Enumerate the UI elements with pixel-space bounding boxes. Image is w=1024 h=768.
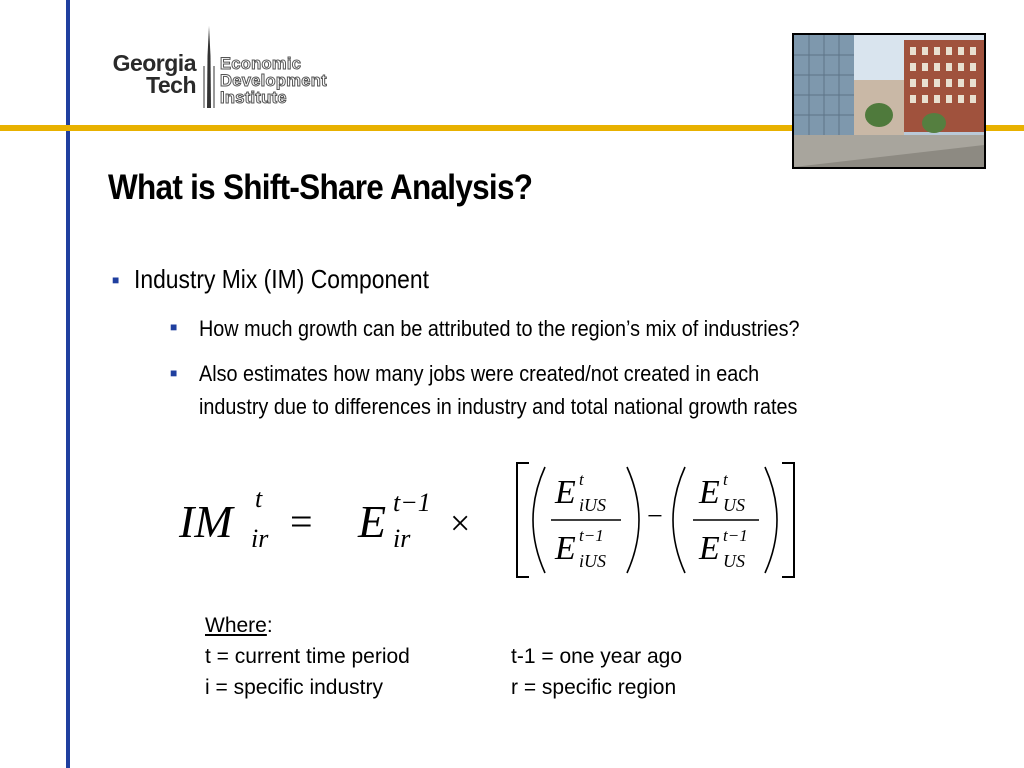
sub-bullet-jobs-line1: Also estimates how many jobs were created/not created in each	[199, 361, 760, 386]
frac1-den-sub: iUS	[579, 551, 606, 571]
svg-text:E: E	[699, 474, 720, 511]
slide-title: What is Shift-Share Analysis?	[108, 168, 533, 207]
formula-e-ir-sup: t−1	[393, 488, 431, 517]
industry-mix-formula	[175, 455, 805, 585]
legend-r: r = specific region	[511, 676, 677, 699]
formula-e-ir: E	[358, 496, 387, 547]
formula-im-sup: t	[255, 484, 263, 513]
formula-e-ir-sub: ir	[393, 524, 411, 553]
left-accent-line	[66, 0, 70, 768]
legend-t-1: t-1 = one year ago	[511, 645, 683, 668]
legend-t: t = current time period	[205, 645, 410, 668]
bullet-square-icon: ■	[170, 366, 178, 380]
frac1-den-sup: t−1	[579, 526, 604, 545]
bullet-square-icon: ■	[112, 273, 120, 287]
bullet-industry-mix: Industry Mix (IM) Component	[134, 264, 429, 294]
tech-tower-icon	[200, 26, 218, 110]
frac1-num-sub: iUS	[579, 495, 606, 515]
frac1-num-sup: t	[579, 470, 584, 489]
where-label: Where	[205, 614, 267, 637]
georgia-tech-edi-logo	[86, 26, 376, 116]
frac2-den-sub: US	[723, 551, 745, 571]
frac2-num-sub: US	[723, 495, 745, 515]
formula-im-sub: ir	[251, 524, 269, 553]
sub-bullet-growth: How much growth can be attributed to the region’s mix of industries?	[199, 316, 800, 341]
bullet-square-icon: ■	[170, 320, 178, 334]
legend-i: i = specific industry	[205, 676, 383, 699]
frac2-den-sup: t−1	[723, 526, 748, 545]
svg-text:E: E	[555, 530, 576, 567]
logo-institute-name: Economic Development Institute	[220, 55, 327, 107]
sub-bullet-jobs-line2: industry due to differences in industry and total national growth rates	[199, 394, 798, 419]
logo-wordmark: Georgia Tech	[112, 50, 196, 98]
variable-legend: Where: t = current time period t-1 = one year ago i = specific industry r = specific region	[205, 610, 410, 703]
formula-equals: =	[290, 499, 313, 544]
svg-text:E: E	[555, 474, 576, 511]
frac2-num-sup: t	[723, 470, 728, 489]
formula-times: ×	[450, 503, 471, 543]
building-photo	[792, 33, 986, 169]
svg-text:E: E	[699, 530, 720, 567]
formula-minus: −	[647, 501, 663, 532]
formula-im: IM	[179, 496, 233, 547]
